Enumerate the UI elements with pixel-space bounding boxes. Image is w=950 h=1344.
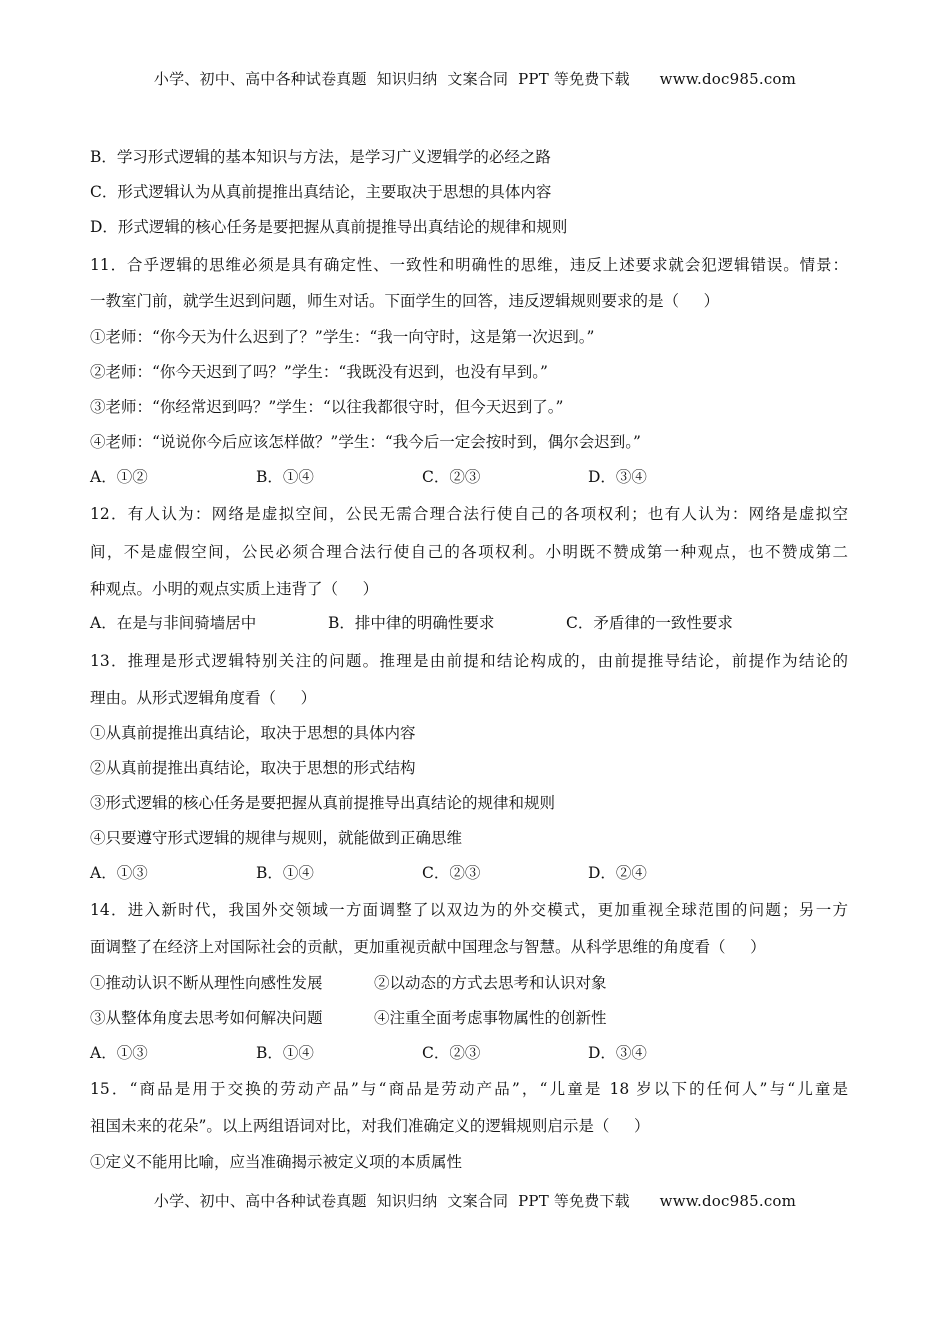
q10-option-d: D．形式逻辑的核心任务是要把握从真前提推导出真结论的规律和规则 (90, 218, 568, 236)
q11-item-4: ④老师：“说说你今后应该怎样做？”学生：“我今后一定会按时到，偶尔会迟到。” (90, 433, 641, 451)
q10-option-c: C．形式逻辑认为从真前提推出真结论，主要取决于思想的具体内容 (90, 183, 552, 201)
q14-options (90, 1042, 850, 1064)
page-header: 小学、初中、高中各种试卷真题 知识归纳 文案合同 PPT 等免费下载 www.doc985.com (153, 70, 797, 88)
q14-stem-line-1: 14．进入新时代，我国外交领域一方面调整了以双边为的外交模式，更加重视全球范围的问题；另一方 (90, 901, 848, 919)
q13-option-a: A．①③ (90, 864, 148, 882)
q15-stem-line-1: 15．“商品是用于交换的劳动产品”与“商品是劳动产品”，“儿童是 18 岁以下的任何人”与“儿童是 (90, 1080, 848, 1098)
q11-item-3: ③老师：“你经常迟到吗？”学生：“以往我都很守时，但今天迟到了。” (90, 398, 564, 416)
q13-stem-line-2: 理由。从形式逻辑角度看（ ） (90, 689, 317, 707)
q14-item-2: ②以动态的方式去思考和认识对象 (374, 974, 607, 992)
q13-option-b: B．①④ (256, 864, 314, 882)
q14-item-4: ④注重全面考虑事物属性的创新性 (374, 1009, 607, 1027)
q13-item-1: ①从真前提推出真结论，取决于思想的具体内容 (90, 724, 416, 742)
q10-option-b: B．学习形式逻辑的基本知识与方法，是学习广义逻辑学的必经之路 (90, 148, 551, 166)
q13-option-c: C．②③ (422, 864, 481, 882)
q14-option-d: D．③④ (588, 1044, 647, 1062)
q13-item-4: ④只要遵守形式逻辑的规律与规则，就能做到正确思维 (90, 829, 463, 847)
q12-option-b: B．排中律的明确性要求 (328, 614, 495, 632)
q12-options (90, 612, 850, 634)
q13-options (90, 862, 850, 884)
q11-option-b: B．①④ (256, 468, 314, 486)
q13-option-d: D．②④ (588, 864, 647, 882)
q14-stem-line-2: 面调整了在经济上对国际社会的贡献，更加重视贡献中国理念与智慧。从科学思维的角度看（ ） (90, 938, 766, 956)
q14-item-1: ①推动认识不断从理性向感性发展 (90, 974, 323, 992)
q13-stem-line-1: 13．推理是形式逻辑特别关注的问题。推理是由前提和结论构成的，由前提推导结论，前提作为结论的 (90, 652, 848, 670)
q11-item-2: ②老师：“你今天迟到了吗？”学生：“我既没有迟到，也没有早到。” (90, 363, 548, 381)
q12-option-a: A．在是与非间骑墙居中 (90, 614, 257, 632)
q12-stem-line-2: 间，不是虚假空间，公民必须合理合法行使自己的各项权利。小明既不赞成第一种观点，也不赞成第二 (90, 543, 848, 561)
q11-option-d: D．③④ (588, 468, 647, 486)
q15-stem-line-2: 祖国未来的花朵”。以上两组语词对比，对我们准确定义的逻辑规则启示是（ ） (90, 1117, 650, 1135)
q13-item-3: ③形式逻辑的核心任务是要把握从真前提推导出真结论的规律和规则 (90, 794, 556, 812)
q11-stem-line-1: 11．合乎逻辑的思维必须是具有确定性、一致性和明确性的思维，违反上述要求就会犯逻辑错误。情景： (90, 256, 848, 274)
q11-item-1: ①老师：“你今天为什么迟到了？”学生：“我一向守时，这是第一次迟到。” (90, 328, 595, 346)
q15-item-1: ①定义不能用比喻，应当准确揭示被定义项的本质属性 (90, 1153, 463, 1171)
page-footer: 小学、初中、高中各种试卷真题 知识归纳 文案合同 PPT 等免费下载 www.doc985.com (153, 1192, 797, 1210)
q14-option-c: C．②③ (422, 1044, 481, 1062)
q11-stem-line-2: 一教室门前，就学生迟到问题，师生对话。下面学生的回答，违反逻辑规则要求的是（ ） (90, 292, 720, 310)
q14-items-row-2 (90, 1007, 850, 1029)
q13-item-2: ②从真前提推出真结论，取决于思想的形式结构 (90, 759, 416, 777)
q14-option-a: A．①③ (90, 1044, 148, 1062)
q14-item-3: ③从整体角度去思考如何解决问题 (90, 1009, 323, 1027)
q12-stem-line-3: 种观点。小明的观点实质上违背了（ ） (90, 580, 379, 598)
q12-option-c: C．矛盾律的一致性要求 (566, 614, 733, 632)
q11-options (90, 466, 850, 488)
q14-option-b: B．①④ (256, 1044, 314, 1062)
q11-option-a: A．①② (90, 468, 148, 486)
q12-stem-line-1: 12．有人认为：网络是虚拟空间，公民无需合理合法行使自己的各项权利；也有人认为：网络是虚拟空 (90, 505, 848, 523)
q11-option-c: C．②③ (422, 468, 481, 486)
q14-items-row-1 (90, 972, 850, 994)
